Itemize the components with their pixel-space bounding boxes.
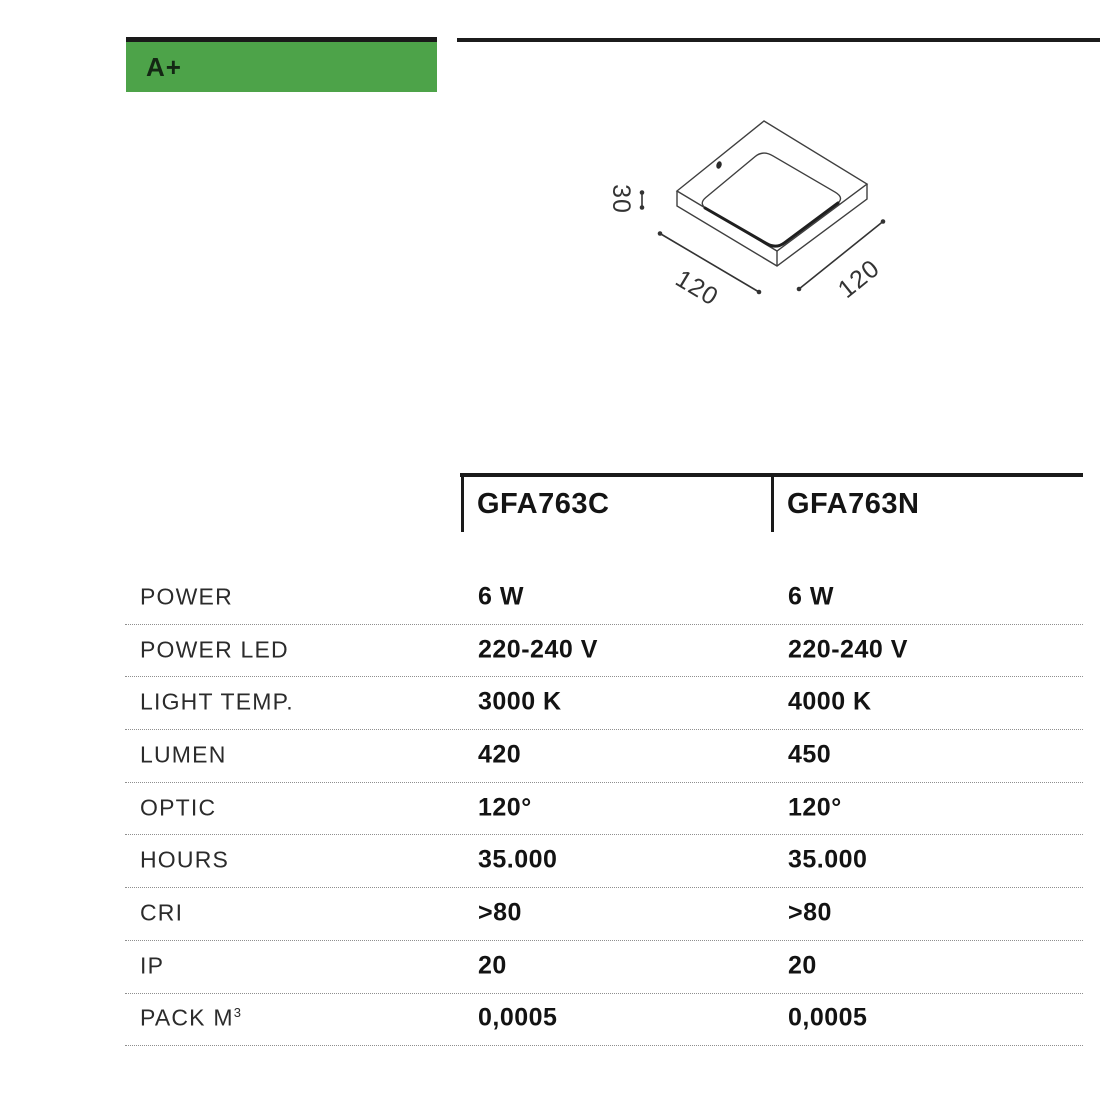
spec-value-gfa763c: >80 — [478, 898, 522, 927]
energy-rating-text: A+ — [146, 51, 182, 82]
spec-row — [125, 994, 1083, 1047]
spec-row-label: LUMEN — [140, 741, 227, 768]
spec-value-gfa763n: 450 — [788, 740, 832, 769]
spec-value-gfa763n: 120° — [788, 792, 842, 821]
product-code-2: GFA763N — [787, 488, 920, 520]
spec-value-gfa763c: 6 W — [478, 582, 524, 611]
dim-depth-dot-left — [797, 287, 802, 292]
spec-row-label: OPTIC — [140, 794, 217, 821]
spec-value-gfa763n: 20 — [788, 950, 817, 979]
spec-value-gfa763c: 20 — [478, 950, 507, 979]
spec-row-label: POWER — [140, 583, 233, 610]
spec-row — [125, 835, 1083, 888]
spec-value-gfa763n: 0,0005 — [788, 1003, 868, 1032]
spec-row — [125, 625, 1083, 678]
spec-row — [125, 730, 1083, 783]
dim-width-dot-left — [658, 231, 663, 236]
spec-row-label: LIGHT TEMP. — [140, 688, 294, 715]
spec-value-gfa763n: 6 W — [788, 582, 834, 611]
spec-value-gfa763n: >80 — [788, 898, 832, 927]
spec-row — [125, 888, 1083, 941]
spec-table-body — [125, 572, 1083, 1046]
spec-row — [125, 572, 1083, 625]
dim-width-label: 120 — [670, 264, 724, 312]
spec-row — [125, 783, 1083, 836]
table-header-divider-1 — [461, 473, 464, 532]
spec-value-gfa763c: 120° — [478, 792, 532, 821]
dim-depth-label: 120 — [832, 254, 886, 304]
spec-value-gfa763c: 3000 K — [478, 687, 562, 716]
dim-depth-dot-right — [881, 219, 886, 224]
spec-value-gfa763c: 0,0005 — [478, 1003, 558, 1032]
spec-row-label: IP — [140, 952, 165, 979]
spec-row-label: CRI — [140, 899, 184, 926]
spec-value-gfa763n: 220-240 V — [788, 634, 908, 663]
spec-value-gfa763c: 420 — [478, 740, 522, 769]
spec-value-gfa763n: 4000 K — [788, 687, 872, 716]
dim-height-dot-bottom — [640, 205, 645, 210]
spec-value-gfa763n: 35.000 — [788, 845, 868, 874]
energy-rating-bar — [126, 42, 437, 92]
dim-height-label: 30 — [607, 184, 635, 214]
spec-row-label: POWER LED — [140, 635, 289, 662]
dim-height-dot-top — [640, 190, 645, 195]
table-header-divider-2 — [771, 473, 774, 532]
spec-row-label: PACK $M^3$ — [140, 1004, 241, 1031]
spec-value-gfa763c: 220-240 V — [478, 634, 598, 663]
product-drawing — [580, 105, 920, 320]
spec-row — [125, 941, 1083, 994]
spec-value-gfa763c: 35.000 — [478, 845, 558, 874]
product-code-1: GFA763C — [477, 488, 610, 520]
spec-row-label: HOURS — [140, 846, 230, 873]
header-rule — [457, 38, 1100, 42]
dim-width-dot-right — [757, 290, 762, 295]
spec-row — [125, 677, 1083, 730]
